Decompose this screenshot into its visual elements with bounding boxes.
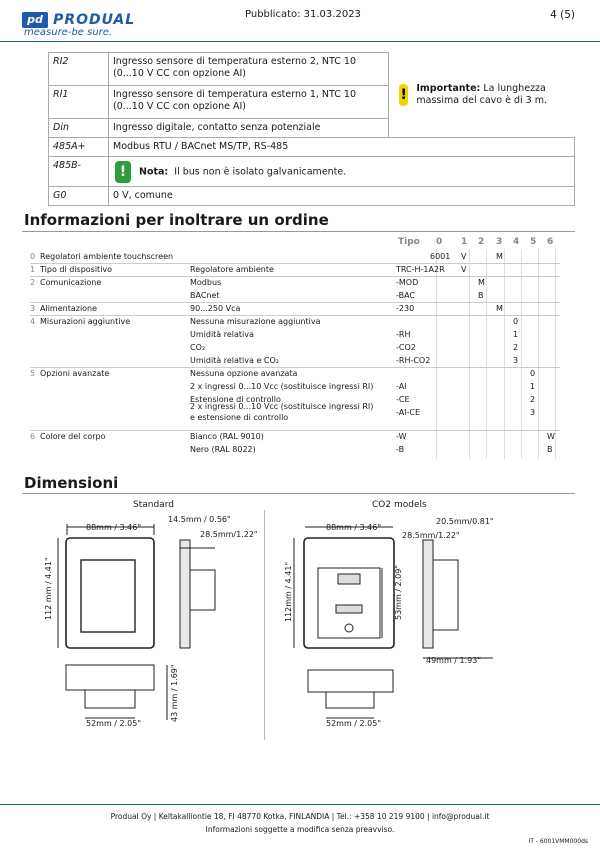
- order-code: -CO2: [396, 343, 416, 352]
- co2-drawing: [278, 510, 578, 740]
- terminal-code: 485A+: [49, 138, 109, 157]
- tagline: measure-be sure.: [24, 27, 113, 38]
- footer-divider: [0, 804, 600, 805]
- warning-icon: !: [399, 84, 408, 106]
- order-option: 2 x ingressi 0...10 Vcc (sostituisce ingressi RI): [190, 382, 374, 391]
- order-row-number: 6: [30, 432, 36, 441]
- table-row: [49, 157, 575, 187]
- order-code: -RH-CO2: [396, 356, 431, 365]
- note-box: [109, 157, 575, 187]
- order-row: [30, 329, 560, 341]
- table-row: [49, 138, 575, 157]
- published-date: Pubblicato: 31.03.2023: [245, 9, 361, 20]
- order-head-col: 0: [436, 237, 443, 247]
- order-digit: 0: [530, 369, 536, 378]
- terminal-desc: 0 V, comune: [109, 187, 575, 206]
- order-digit: 1: [513, 330, 519, 339]
- terminal-code: Din: [49, 119, 109, 138]
- order-row-number: 4: [30, 317, 36, 326]
- order-row: [30, 277, 560, 289]
- order-digit: 2: [513, 343, 519, 352]
- order-digit: V: [461, 252, 467, 261]
- std-height-label: 112 mm / 4.41": [44, 557, 53, 620]
- terminal-code: G0: [49, 187, 109, 206]
- std-depth-back-label: 28.5mm/1.22": [200, 530, 258, 539]
- order-row: [30, 355, 560, 367]
- section-divider: [22, 493, 575, 494]
- order-row-number: 2: [30, 278, 36, 287]
- order-option: 2 x ingressi 0...10 Vcc (sostituisce ingressi RI): [190, 402, 374, 411]
- order-row: [30, 444, 560, 456]
- order-head-tipo: Tipo: [398, 237, 420, 247]
- terminal-desc: Ingresso sensore di temperatura esterno 1, NTC 10 (0...10 V CC con opzione AI): [109, 86, 389, 119]
- important-text: La lunghezza massima del cavo è di 3 m.: [416, 82, 548, 106]
- co2-height-label: 112mm / 4.41": [284, 561, 293, 622]
- order-option: Modbus: [190, 278, 222, 287]
- order-option: Regolatore ambiente: [190, 265, 274, 274]
- terminal-code: 485B-: [49, 157, 109, 187]
- order-digit: W: [547, 432, 555, 441]
- order-digit: 1: [530, 382, 536, 391]
- order-digit: V: [461, 265, 467, 274]
- standard-label: Standard: [133, 500, 174, 510]
- terminal-desc: Ingresso digitale, contatto senza potenziale: [109, 119, 389, 138]
- order-code: -CE: [396, 395, 410, 404]
- co2-depth-back-label: 28.5mm/1.22": [402, 531, 460, 540]
- terminal-desc: Ingresso sensore di temperatura esterno 2, NTC 10 (0...10 V CC con opzione AI): [109, 53, 389, 86]
- order-row-number: 0: [30, 252, 36, 261]
- order-row: [30, 290, 560, 302]
- order-digit: M: [496, 304, 503, 313]
- order-category: Comunicazione: [40, 278, 102, 287]
- order-title: Informazioni per inoltrare un ordine: [24, 211, 329, 229]
- terminal-desc: Modbus RTU / BACnet MS/TP, RS-485: [109, 138, 575, 157]
- order-digit: M: [496, 252, 503, 261]
- order-row: [30, 342, 560, 354]
- logo-word: PRODUAL: [53, 11, 136, 28]
- order-digit: M: [478, 278, 485, 287]
- std-bottom-depth-label: 43 mm / 1.69": [170, 664, 179, 722]
- co2-depth-total-label: 20.5mm/0.81": [436, 517, 494, 526]
- order-code: -AI-CE: [396, 408, 421, 417]
- order-head-col: 1: [461, 237, 468, 247]
- order-option: Nessuna misurazione aggiuntiva: [190, 317, 321, 326]
- important-box: [389, 53, 575, 138]
- standard-drawing: [30, 510, 265, 740]
- order-code: 6001: [430, 252, 451, 261]
- order-row: [30, 264, 560, 276]
- order-digit: 0: [513, 317, 519, 326]
- section-divider: [22, 231, 575, 232]
- order-category: Opzioni avanzate: [40, 369, 110, 378]
- std-depth-total-label: 14.5mm / 0.56": [168, 515, 231, 524]
- order-option: Bianco (RAL 9010): [190, 432, 264, 441]
- order-code: -AI: [396, 382, 407, 391]
- order-row: [30, 251, 560, 263]
- order-row: [30, 381, 560, 393]
- order-head-col: 4: [513, 237, 520, 247]
- order-head-col: 2: [478, 237, 485, 247]
- order-option: CO₂: [190, 343, 206, 352]
- footer-contact: Produal Oy | Keltakalliontie 18, FI 48770 Kotka, FINLANDIA | Tel.: +358 10 219 9100 | info@produal.it: [110, 812, 490, 821]
- order-row-number: 5: [30, 369, 36, 378]
- order-head-col: 3: [496, 237, 503, 247]
- order-digit: B: [478, 291, 484, 300]
- order-code: -RH: [396, 330, 411, 339]
- order-option: e estensione di controllo: [190, 413, 289, 422]
- produal-logo: [22, 9, 135, 28]
- header-divider: [0, 41, 600, 42]
- order-category: Misurazioni aggiuntive: [40, 317, 131, 326]
- std-bottom-width-label: 52mm / 2.05": [86, 719, 142, 728]
- terminal-table: [48, 52, 575, 206]
- order-option: 90...250 Vca: [190, 304, 241, 313]
- order-option: Nessuna opzione avanzata: [190, 369, 298, 378]
- order-row-number: 3: [30, 304, 36, 313]
- order-option: Umidità relativa: [190, 330, 254, 339]
- co2-inner-label: 53mm / 2.09": [394, 564, 403, 620]
- order-digit: 3: [513, 356, 519, 365]
- order-category: Regolatori ambiente touchscreen: [40, 252, 174, 261]
- terminal-code: RI2: [49, 53, 109, 86]
- std-width-label: 88mm / 3.46": [86, 523, 142, 532]
- note-icon: !: [115, 161, 131, 183]
- co2-bottom-width-label: 52mm / 2.05": [326, 719, 382, 728]
- co2-label: CO2 models: [372, 500, 427, 510]
- note-text: Il bus non è isolato galvanicamente.: [174, 166, 347, 177]
- terminal-code: RI1: [49, 86, 109, 119]
- order-head-col: 5: [530, 237, 537, 247]
- co2-side-depth-label: 49mm / 1.93": [426, 656, 482, 665]
- table-row: [49, 53, 575, 86]
- order-option: Umidità relativa e CO₂: [190, 356, 280, 365]
- order-option: BACnet: [190, 291, 220, 300]
- order-head-col: 6: [547, 237, 554, 247]
- order-row: [30, 316, 560, 328]
- order-row: [30, 368, 560, 380]
- order-category: Colore del corpo: [40, 432, 106, 441]
- order-row-number: 1: [30, 265, 36, 274]
- table-row: [49, 187, 575, 206]
- order-category: Tipo di dispositivo: [40, 265, 113, 274]
- order-category: Alimentazione: [40, 304, 98, 313]
- order-row: [30, 402, 560, 422]
- order-digit: 3: [530, 408, 536, 417]
- order-code: TRC-H-1A2R: [396, 265, 445, 274]
- co2-width-label: 88mm / 3.46": [326, 523, 382, 532]
- order-code: -B: [396, 445, 405, 454]
- page-number: 4 (5): [550, 9, 575, 21]
- order-row: [30, 431, 560, 443]
- order-code: -230: [396, 304, 415, 313]
- footer-disclaimer: Informazioni soggette a modifica senza preavviso.: [205, 825, 395, 834]
- order-code: -BAC: [396, 291, 416, 300]
- note-label: Nota:: [139, 166, 169, 177]
- order-option: Nero (RAL 8022): [190, 445, 256, 454]
- order-option: Estensione di controllo: [190, 395, 281, 404]
- order-code: -MOD: [396, 278, 419, 287]
- order-digit: B: [547, 445, 553, 454]
- order-digit: 2: [530, 395, 536, 404]
- order-code: -W: [396, 432, 407, 441]
- important-label: Importante:: [416, 82, 481, 94]
- dimensions-title: Dimensioni: [24, 474, 119, 492]
- logo-mark: pd: [22, 12, 48, 28]
- order-row: [30, 303, 560, 315]
- doc-code: IT - 6001VMM000ds: [528, 838, 588, 845]
